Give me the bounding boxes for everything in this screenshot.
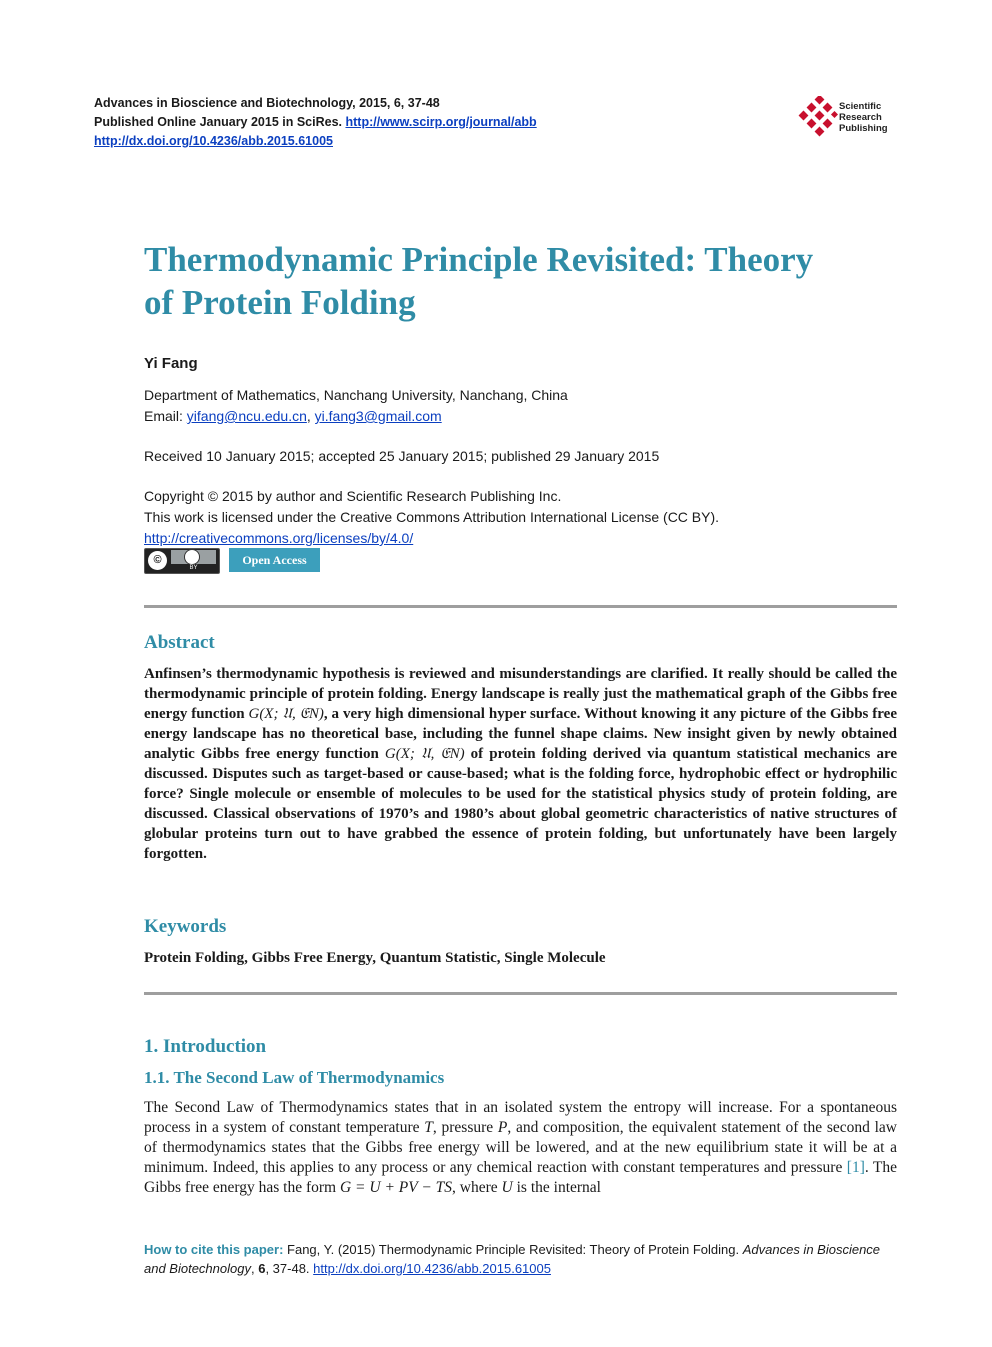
divider-top [144, 605, 897, 608]
journal-header [94, 94, 537, 151]
published-prefix: Published Online January 2015 in SciRes. [94, 115, 346, 129]
body-text-3: , and composition, the equivalent statement of the second law of thermodynamics states that the Gibbs free energy will be lowered, and at the new equilibrium state it will be at a minimum. Indeed, this applies to any process or any chemical reaction with constant temperatures and pressure [144, 1119, 897, 1176]
email-link-1[interactable]: yifang@ncu.edu.cn [186, 408, 307, 424]
open-access-badge[interactable]: Open Access [229, 548, 320, 572]
math-temperature: T [424, 1119, 433, 1136]
email-line [144, 406, 568, 427]
copyright-block [144, 486, 719, 549]
body-text-6: is the internal [512, 1179, 601, 1196]
cite-journal: Advances in Bioscience and Biotechnology [144, 1242, 881, 1276]
doi-link[interactable]: http://dx.doi.org/10.4236/abb.2015.61005 [94, 134, 333, 148]
logo-line-1: Scientific [839, 101, 882, 112]
email-separator: , [306, 408, 315, 424]
affiliation-block [144, 385, 568, 427]
title-line-2: of Protein Folding [144, 283, 416, 322]
body-text-1: The Second Law of Thermodynamics states that in an isolated system the entropy will increase. For a spontaneous process in a system of constant temperature [144, 1099, 897, 1136]
copyright-line: Copyright © 2015 by author and Scientific Research Publishing Inc. [144, 488, 562, 504]
gibbs-equation: G = U + PV − TS [339, 1179, 453, 1196]
gibbs-function-formula-2: G(X; 𝔘, 𝔈N) [384, 746, 465, 762]
cc-by-badge[interactable] [144, 548, 220, 574]
body-text-5: , where [452, 1179, 502, 1196]
author-name: Yi Fang [144, 355, 198, 372]
cite-text-3: , 37-48. [265, 1261, 314, 1276]
license-link[interactable]: http://creativecommons.org/licenses/by/4.0/ [144, 530, 414, 546]
divider-bottom [144, 992, 897, 995]
affiliation: Department of Mathematics, Nanchang University, Nanchang, China [144, 387, 568, 403]
subsection-second-law: 1.1. The Second Law of Thermodynamics [144, 1068, 445, 1087]
cc-icon: © [148, 551, 167, 570]
logo-diamond-icon [798, 96, 838, 142]
abstract-text [144, 664, 897, 864]
journal-link[interactable]: http://www.scirp.org/journal/abb [345, 115, 537, 129]
dates-line: Received 10 January 2015; accepted 25 January 2015; published 29 January 2015 [144, 448, 660, 464]
email-label: Email: [144, 408, 187, 424]
intro-paragraph [144, 1098, 897, 1198]
cite-doi-link[interactable]: http://dx.doi.org/10.4236/abb.2015.61005 [313, 1261, 551, 1276]
section-introduction: 1. Introduction [144, 1036, 267, 1057]
license-url-line [144, 528, 719, 549]
how-to-cite [144, 1240, 897, 1278]
keywords-heading: Keywords [144, 916, 227, 937]
license-line: This work is licensed under the Creative Commons Attribution International License (CC BY). [144, 509, 720, 525]
attribution-person-icon [184, 549, 200, 565]
abstract-heading: Abstract [144, 632, 215, 653]
title-line-1: Thermodynamic Principle Revisited: Theory [144, 240, 814, 279]
cite-text-2: , [250, 1261, 259, 1276]
logo-line-2: Research [839, 112, 882, 123]
publisher-logo [798, 96, 908, 142]
doi-line [94, 132, 537, 151]
logo-line-3: Publishing [839, 123, 888, 134]
logo-text [839, 101, 888, 134]
journal-line: Advances in Bioscience and Biotechnology, 2015, 6, 37-48 [94, 96, 440, 110]
cc-by-label: BY [189, 565, 198, 571]
body-text-4: . The Gibbs free energy has the form [144, 1159, 897, 1196]
cite-label: How to cite this paper: [144, 1242, 284, 1257]
paper-title [144, 238, 904, 324]
published-line [94, 113, 537, 132]
email-link-2[interactable]: yi.fang3@gmail.com [314, 408, 442, 424]
abstract-part-1: Anfinsen’s thermodynamic hypothesis is reviewed and misunderstandings are clarified. It really should be called the thermodynamic principle of protein folding. Energy landscape is really just the mathematical graph of the Gibbs free energy function [144, 666, 897, 722]
abstract-part-2: , a very high dimensional hyper surface. Without knowing it any picture of the Gibbs free energy landscape has no theoretical base, including the funnel shape claims. New insight given by newly obtained analytic Gibbs free energy function [144, 706, 897, 762]
citation-ref-1[interactable]: [1] [846, 1159, 865, 1176]
abstract-part-3: of protein folding derived via quantum statistical mechanics are discussed. Disputes such as target-based or cause-based; what is the folding force, hydrophobic effect or hydrophilic force? Single molecule or ensemble of molecules to be used for the statistical physics study of protein folding, are discussed. Classical observations of 1970’s and 1980’s about global geometric characteristics of native structures of globular proteins turn out to have grabbed the essence of protein folding, but unfortunately have been largely forgotten. [144, 746, 898, 862]
body-text-2: , pressure [432, 1119, 498, 1136]
keywords-list: Protein Folding, Gibbs Free Energy, Quantum Statistic, Single Molecule [144, 950, 606, 966]
gibbs-function-formula: G(X; 𝔘, 𝔈N) [248, 706, 324, 722]
math-internal-energy: U [501, 1179, 513, 1196]
cite-text-1: Fang, Y. (2015) Thermodynamic Principle Revisited: Theory of Protein Folding. [283, 1242, 743, 1257]
cite-volume: 6 [258, 1261, 266, 1276]
math-pressure: P [497, 1119, 508, 1136]
